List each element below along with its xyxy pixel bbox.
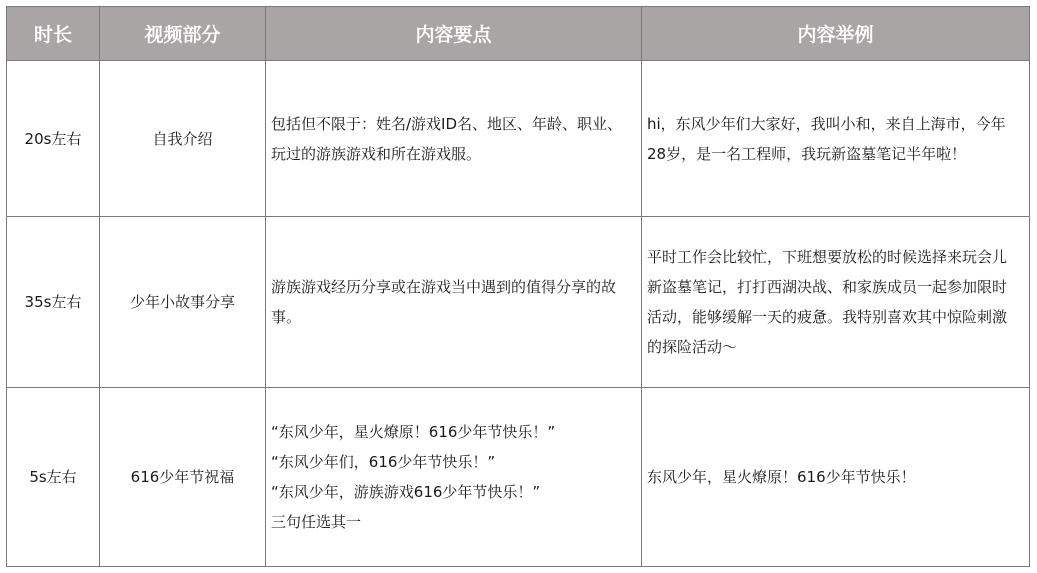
content-example-cell: hi，东风少年们大家好，我叫小和，来自上海市，今年28岁，是一名工程师，我玩新盗墓笔记半年啦！ <box>642 61 1030 217</box>
content-points-cell: 游族游戏经历分享或在游戏当中遇到的值得分享的故事。 <box>266 217 642 388</box>
content-table <box>6 6 1030 567</box>
video-part-cell: 自我介绍 <box>100 61 266 217</box>
header-row <box>7 7 1030 61</box>
greeting-option-2: “东风少年们，616少年节快乐！” <box>271 453 496 471</box>
greeting-option-3: “东风少年，游族游戏616少年节快乐！” <box>271 483 541 501</box>
header-duration: 时长 <box>7 7 100 61</box>
content-example-cell: 平时工作会比较忙，下班想要放松的时候选择来玩会儿新盗墓笔记，打打西湖决战、和家族成员一起参加限时活动，能够缓解一天的疲惫。我特别喜欢其中惊险刺激的探险活动～ <box>642 217 1030 388</box>
header-content-example: 内容举例 <box>642 7 1030 61</box>
content-example-cell: 东风少年，星火燎原！616少年节快乐！ <box>642 388 1030 567</box>
table-row <box>7 61 1030 217</box>
table-row <box>7 217 1030 388</box>
greeting-option-1: “东风少年，星火燎原！616少年节快乐！” <box>271 423 556 441</box>
duration-cell: 20s左右 <box>7 61 100 217</box>
video-part-cell: 616少年节祝福 <box>100 388 266 567</box>
table-row <box>7 388 1030 567</box>
duration-cell: 35s左右 <box>7 217 100 388</box>
video-part-cell: 少年小故事分享 <box>100 217 266 388</box>
duration-cell: 5s左右 <box>7 388 100 567</box>
header-video-part: 视频部分 <box>100 7 266 61</box>
content-points-cell: 包括但不限于：姓名/游戏ID名、地区、年龄、职业、玩过的游族游戏和所在游戏服。 <box>266 61 642 217</box>
header-content-points: 内容要点 <box>266 7 642 61</box>
content-points-cell <box>266 388 642 567</box>
greeting-instruction: 三句任选其一 <box>271 513 362 531</box>
